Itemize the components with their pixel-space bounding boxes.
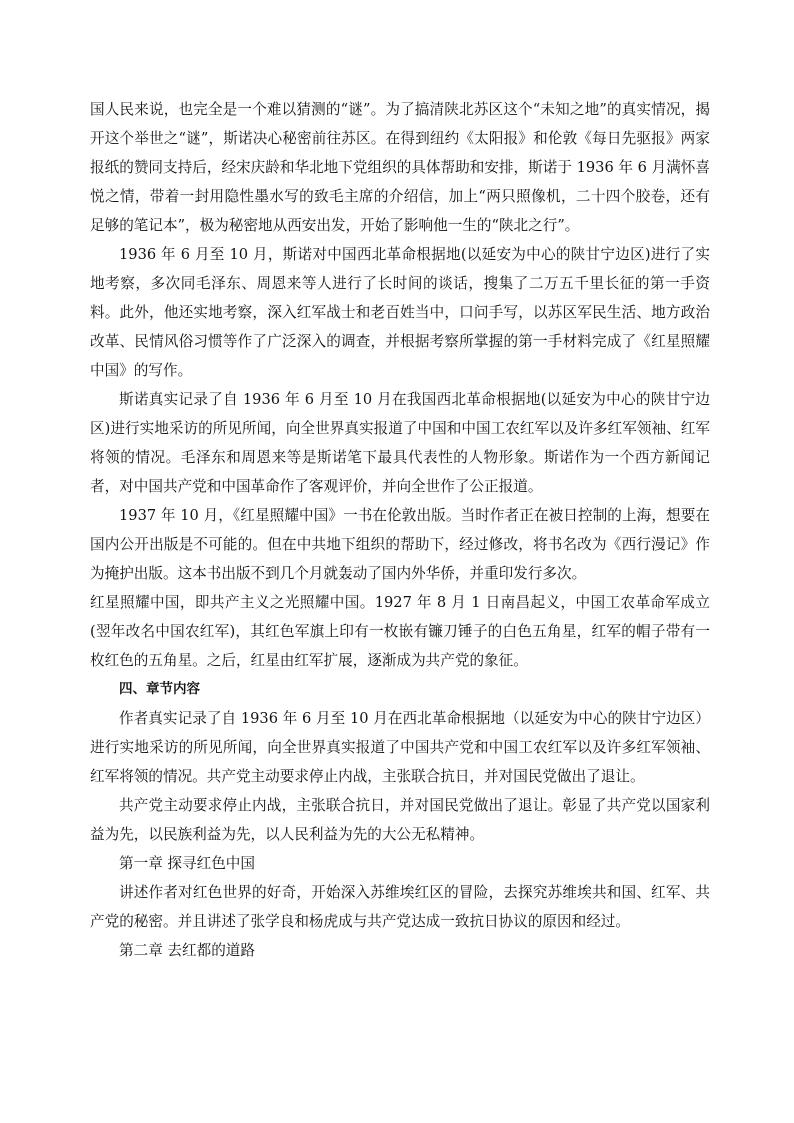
paragraph-red-star-meaning: 红星照耀中国，即共产主义之光照耀中国。1927 年 8 月 1 日南昌起义，中国工农革命军成立(翌年改名中国农红军)，其红色军旗上印有一枚嵌有镰刀锤子的白色五角星，红军的帽子带有一枚红色的五角星。之后，红星由红军扩展，逐渐成为共产党的象征。	[90, 594, 710, 669]
chapter-1-title: 第一章 探寻红色中国	[119, 855, 255, 872]
paragraph-field-investigation: 1936 年 6 月至 10 月，斯诺对中国西北革命根据地(以延安为中心的陕甘宁边区)进行了实地考察，多次同毛泽东、周恩来等人进行了长时间的谈话，搜集了二万五千里长征的第一手资料。此外，他还实地考察，深入红军战士和老百姓当中，口问手写，以苏区军民生活、地方政治改革、民情风俗习惯等作了广泛深入的调查，并根据考察所掌握的第一手材料完成了《红星照耀中国》的写作。	[90, 246, 710, 379]
paragraph-chapter-1-summary: 讲述作者对红色世界的好奇，开始深入苏维埃红区的冒险，去探究苏维埃共和国、红军、共产党的秘密。并且讲述了张学良和杨虎成与共产党达成一致抗日协议的原因和经过。	[90, 884, 710, 930]
paragraph-publication: 1937 年 10 月，《红星照耀中国》一书在伦敦出版。当时作者正在被日控制的上海，想要在国内公开出版是不可能的。但在中共地下组织的帮助下，经过修改，将书名改为《西行漫记》作为掩护出版。这本书出版不到几个月就轰动了国内外华侨，并重印发行多次。	[90, 507, 710, 582]
section-heading-chapter-content: 四、章节内容	[119, 681, 200, 697]
paragraph-chapter-summary: 作者真实记录了自 1936 年 6 月至 10 月在西北革命根据地（以延安为中心的陕甘宁边区）进行实地采访的所见所闻，向全世界真实报道了中国共产党和中国工农红军以及许多红军领袖、红军将领的情况。共产党主动要求停止内战，主张联合抗日，并对国民党做出了退让。	[90, 710, 710, 785]
chapter-2-title: 第二章 去红都的道路	[119, 942, 255, 959]
document-body	[90, 95, 710, 965]
paragraph-party-spirit: 共产党主动要求停止内战，主张联合抗日，并对国民党做出了退让。彰显了共产党以国家利益为先，以民族利益为先，以人民利益为先的大公无私精神。	[90, 797, 710, 843]
paragraph-snow-record: 斯诺真实记录了自 1936 年 6 月至 10 月在我国西北革命根据地(以延安为中心的陕甘宁边区)进行实地采访的所见所闻，向全世界真实报道了中国和中国工农红军以及许多红军领袖、红军将领的情况。毛泽东和周恩来等是斯诺笔下最具代表性的人物形象。斯诺作为一个西方新闻记者，对中国共产党和中国革命作了客观评价，并向全世作了公正报道。	[90, 391, 710, 495]
paragraph-intro-continued: 国人民来说，也完全是一个难以猜测的“谜”。为了搞清陕北苏区这个“未知之地”的真实情况，揭开这个举世之“谜”，斯诺决心秘密前往苏区。在得到纽约《太阳报》和伦敦《每日先驱报》两家报纸的赞同支持后，经宋庆龄和华北地下党组织的具体帮助和安排，斯诺于 1936 年 6 月满怀喜悦之情，带着一封用隐性墨水写的致毛主席的介绍信，加上“两只照像机，二十四个胶卷，还有足够的笔记本”，极为秘密地从西安出发，开始了影响他一生的“陕北之行”。	[90, 101, 710, 234]
